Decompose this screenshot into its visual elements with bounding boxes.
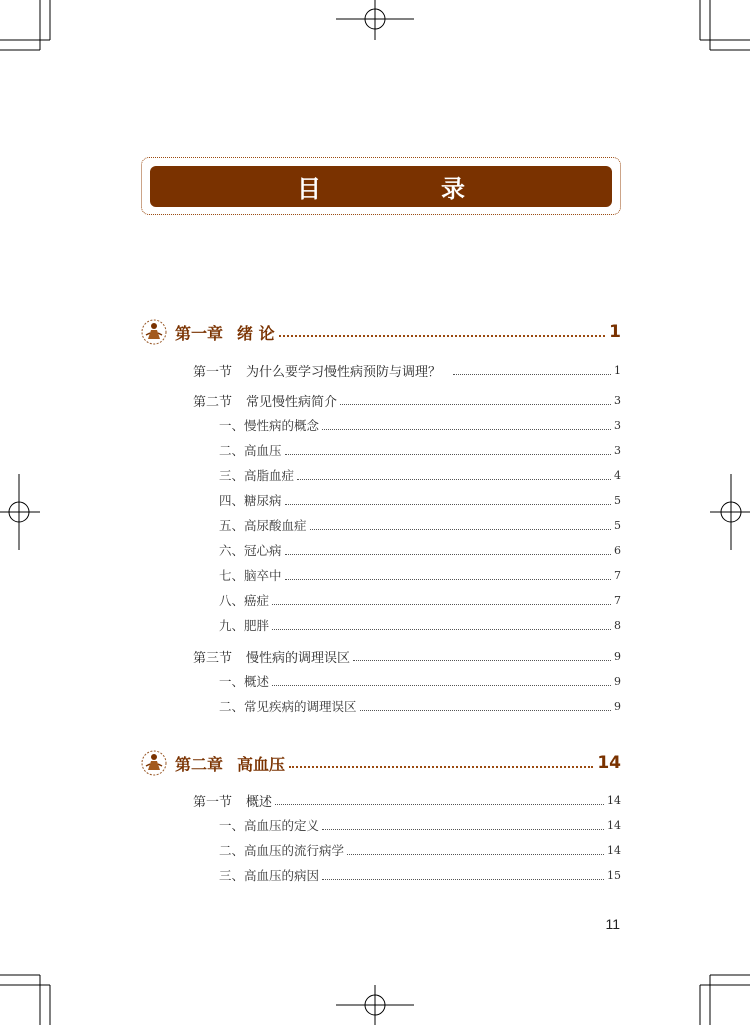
item-title: 九、肥胖 <box>219 618 270 633</box>
item-page: 7 <box>614 568 621 582</box>
leader-dots <box>322 879 604 880</box>
toc-item[interactable] <box>219 540 621 560</box>
toc-item[interactable] <box>219 490 621 510</box>
chapter-title: 绪 论 <box>237 323 275 343</box>
leader-dots <box>285 579 611 580</box>
page-number: 11 <box>605 916 620 932</box>
item-page: 5 <box>614 493 621 507</box>
item-page: 7 <box>614 593 621 607</box>
item-title: 一、概述 <box>219 674 270 689</box>
item-title: 五、高尿酸血症 <box>219 518 307 533</box>
item-title: 二、常见疾病的调理误区 <box>219 699 357 714</box>
item-title: 一、高血压的定义 <box>219 818 320 833</box>
item-page: 15 <box>607 868 621 882</box>
chapter-page: 14 <box>597 753 621 773</box>
chapter-number: 第一章 <box>175 323 224 343</box>
toc-item[interactable] <box>219 840 621 860</box>
item-page: 3 <box>614 443 621 457</box>
section-page: 14 <box>607 793 621 807</box>
item-page: 6 <box>614 543 621 557</box>
leader-dots <box>285 504 611 505</box>
item-title: 六、冠心病 <box>219 543 282 558</box>
item-title: 二、高血压 <box>219 443 282 458</box>
toc-item[interactable] <box>219 465 621 485</box>
section-row[interactable] <box>193 646 621 666</box>
section-page: 9 <box>614 649 621 663</box>
toc-item[interactable] <box>219 590 621 610</box>
leader-dots <box>275 804 604 805</box>
item-page: 9 <box>614 699 621 713</box>
chapter-emblem-icon <box>141 750 167 776</box>
toc-item[interactable] <box>219 440 621 460</box>
chapter-row[interactable] <box>141 748 621 778</box>
leader-dots <box>340 404 611 405</box>
page-title: 目 录 <box>150 166 612 207</box>
leader-dots <box>453 374 611 375</box>
item-page: 4 <box>614 468 621 482</box>
chapter-emblem-icon <box>141 319 167 345</box>
section-title: 常见慢性病简介 <box>246 394 338 410</box>
item-title: 三、高血压的病因 <box>219 868 320 883</box>
chapter-number: 第二章 <box>175 754 224 774</box>
section-number: 第二节 <box>193 394 233 410</box>
section-number: 第一节 <box>193 794 233 810</box>
leader-dots <box>289 766 593 768</box>
toc-item[interactable] <box>219 415 621 435</box>
leader-dots <box>322 429 611 430</box>
toc-item[interactable] <box>219 615 621 635</box>
leader-dots <box>347 854 604 855</box>
item-title: 二、高血压的流行病学 <box>219 843 345 858</box>
section-title: 概述 <box>246 794 273 810</box>
section-number: 第三节 <box>193 650 233 666</box>
leader-dots <box>272 685 611 686</box>
item-page: 14 <box>607 818 621 832</box>
section-title: 为什么要学习慢性病预防与调理？ <box>246 364 442 380</box>
item-title: 四、糖尿病 <box>219 493 282 508</box>
toc-item[interactable] <box>219 696 621 716</box>
leader-dots <box>272 629 611 630</box>
item-page: 14 <box>607 843 621 857</box>
leader-dots <box>285 454 611 455</box>
leader-dots <box>297 479 611 480</box>
section-page: 1 <box>614 363 621 377</box>
section-row[interactable] <box>193 790 621 810</box>
leader-dots <box>272 604 611 605</box>
leader-dots <box>285 554 611 555</box>
item-title: 一、慢性病的概念 <box>219 418 320 433</box>
item-page: 8 <box>614 618 621 632</box>
item-title: 七、脑卒中 <box>219 568 282 583</box>
leader-dots <box>322 829 604 830</box>
chapter-title: 高血压 <box>237 754 286 774</box>
toc-item[interactable] <box>219 515 621 535</box>
leader-dots <box>310 529 611 530</box>
section-title: 慢性病的调理误区 <box>246 650 351 666</box>
section-row[interactable] <box>193 390 621 410</box>
toc-item[interactable] <box>219 565 621 585</box>
item-page: 5 <box>614 518 621 532</box>
chapter-page: 1 <box>609 322 621 342</box>
leader-dots <box>353 660 611 661</box>
leader-dots <box>360 710 611 711</box>
section-number: 第一节 <box>193 364 233 380</box>
section-page: 3 <box>614 393 621 407</box>
toc-item[interactable] <box>219 865 621 885</box>
item-title: 八、癌症 <box>219 593 270 608</box>
item-page: 3 <box>614 418 621 432</box>
toc-item[interactable] <box>219 671 621 691</box>
section-row[interactable] <box>193 360 621 380</box>
toc-item[interactable] <box>219 815 621 835</box>
item-page: 9 <box>614 674 621 688</box>
item-title: 三、高脂血症 <box>219 468 295 483</box>
leader-dots <box>279 335 606 337</box>
chapter-row[interactable] <box>141 317 621 347</box>
